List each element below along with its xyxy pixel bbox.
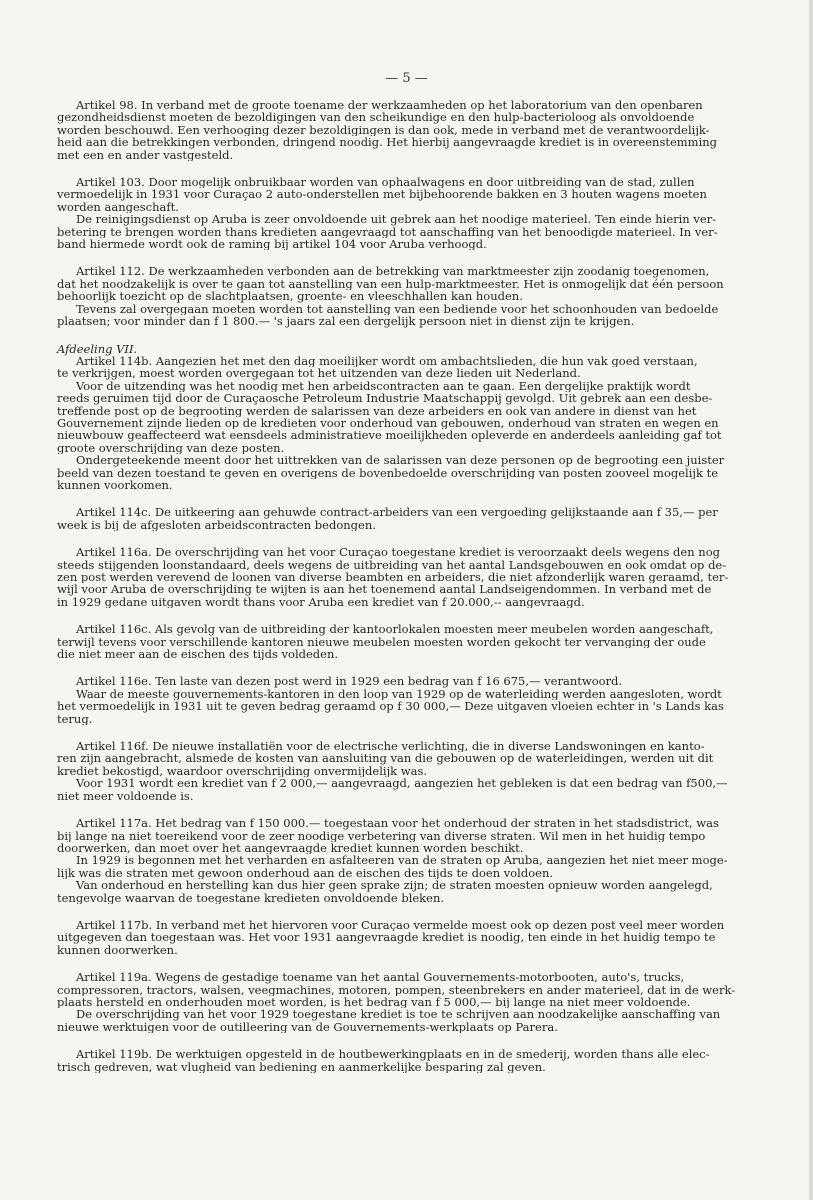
text-line: De overschrijding van het voor 1929 toegestane krediet is toe te schrijven aan noodzakelijke aanschaffing van [76,1008,721,1021]
text-line: Artikel 114c. De uitkeering aan gehuwde contract-arbeiders van een vergoeding gelijkstaande aan f 35,— per [76,506,718,519]
text-line: band hiermede wordt ook de raming bij artikel 104 voor Aruba verhoogd. [57,238,487,251]
text-line: Artikel 116f. De nieuwe installatiën voor de electrische verlichting, die in diverse Landswoningen en kanto- [76,740,705,753]
text-line: week is bij de afgesloten arbeidscontracten bedongen. [57,518,376,532]
paragraph [57,817,737,854]
text-line: Artikel 116a. De overschrijding van het voor Curaçao toegestane krediet is veroorzaakt deels wegens den nog [76,546,720,559]
text-line: Artikel 116e. Ten laste van dezen post werd in 1929 een bedrag van f 16 675,— verantwoord. [76,675,623,688]
text-line: Voor de uitzending was het noodig met hen arbeidscontracten aan te gaan. Een dergelijke praktijk wordt [76,379,691,393]
text-line: wijl voor Aruba de overschrijding te wijten is aan het toenemend aantal Landseigendommen. In verband met de [57,583,712,596]
text-line: Artikel 112. De werkzaamheden verbonden aan de betrekking van marktmeester zijn zoodanig toegenomen, [76,265,710,278]
paragraph [57,265,737,302]
text-line: zen post werden verevend de loonen van diverse beambten en arbeiders, die niet afzonderlijk waren geraamd, ter- [57,571,729,584]
paragraph-gap [57,1033,737,1048]
text-line: steeds stijgenden loonstandaard, deels wegens de uitbreiding van het aantal Landsgebouwen en ook omdat op de- [57,558,727,571]
paragraph-gap [57,802,737,817]
text-line: Waar de meeste gouvernements-kantoren in den loop van 1929 op de waterleiding werden aangesloten, wordt [76,687,722,701]
text-line: plaatsen; voor minder dan f 1 800.— 's jaars zal een dergelijk persoon niet in dienst zijn te krijgen. [57,315,635,328]
text-line: gezondheidsdienst moeten de bezoldigingen van den scheikundige en den hulp-bacterioloog als onvoldoende [57,111,695,124]
text-line: Artikel 117a. Het bedrag van f 150 000.— toegestaan voor het onderhoud der straten in het stadsdistrict, was [76,817,719,830]
paragraph [57,879,737,904]
text-line: kunnen voorkomen. [57,478,173,492]
paragraph [57,919,737,956]
text-line: Artikel 114b. Aangezien het met den dag moeilijker wordt om ambachtslieden, die hun vak goed verstaan, [76,354,698,368]
paragraph-gap [57,328,737,343]
text-line: Artikel 116c. Als gevolg van de uitbreiding der kantoorlokalen moesten meer meubelen worden aangeschaft, [76,623,714,636]
text-line: reeds geruimen tijd door de Curaçaosche Petroleum Industrie Maatschappij gevolgd. Uit gebrek aan een desbe- [57,392,713,405]
text-line: terug. [57,712,93,726]
text-line: Tevens zal overgegaan moeten worden tot aanstelling van een bediende voor het schoonhouden van bedoelde [76,302,719,316]
text-line: De reinigingsdienst op Aruba is zeer onvoldoende uit gebrek aan het noodige materieel. Ten einde hierin ver- [76,213,717,226]
paragraph-gap [57,725,737,740]
text-line: nieuwe werktuigen voor de outilleering van de Gouvernements-werkplaats op Parera. [57,1020,558,1034]
paragraph-gap [57,531,737,546]
paragraph [57,176,737,213]
text-line: Artikel 117b. In verband met het hiervoren voor Curaçao vermelde moest ook op dezen post veel meer worden [76,918,725,932]
paragraph-gap [57,491,737,506]
text-line: ren zijn aangebracht, alsmede de kosten van aansluiting van die gebouwen op de waterleidingen, werden uit dit [57,752,714,765]
text-line: Artikel 103. Door mogelijk onbruikbaar worden van ophaalwagens en door uitbreiding van de stad, zullen [76,176,695,189]
paragraph [57,1008,737,1033]
page-number: — 5 — [385,71,428,86]
text-line: Artikel 119a. Wegens de gestadige toename van het aantal Gouvernements-motorbooten, auto's, trucks, [76,971,685,984]
paragraph [57,971,737,1008]
text-line: treffende post op de begrooting werden de salarissen van deze arbeiders en ook van andere in dienst van het [57,404,697,417]
text-line: worden beschouwd. Een verhooging dezer bezoldigingen is dan ook, mede in verband met de verantwoordelijk- [57,123,710,137]
text-line: plaats hersteld en onderhouden moet worden, is het bedrag van f 5 000,— bij lange na niet meer voldoende. [57,995,691,1009]
paragraph [57,688,737,725]
paragraph [57,1048,737,1073]
text-line: groote overschrijding van deze posten. [57,441,285,455]
text-line: behoorlijk toezicht op de slachtplaatsen, groente- en vleeschhallen kan houden. [57,290,523,303]
text-line: in 1929 gedane uitgaven wordt thans voor Aruba een krediet van f 20.000,-- aangevraagd. [57,595,585,609]
paragraph [57,740,737,777]
text-line: betering te brengen worden thans kredieten aangevraagd tot aanschaffing van het benoodigde materieel. In ver- [57,225,718,239]
text-line: uitgegeven dan toegestaan was. Het voor 1931 aangevraagde krediet is noodig, ten einde in het huidig tempo te [57,931,716,944]
text-line: Ondergeteekende meent door het uittrekken van de salarissen van deze personen op de begrooting een juister [76,454,725,467]
text-line: Van onderhoud en herstelling kan dus hier geen sprake zijn; de straten moesten opnieuw worden aangelegd, [76,879,713,892]
text-line: die niet meer aan de eischen des tijds voldeden. [57,648,339,661]
paragraph [57,777,737,802]
paragraph [57,454,737,491]
text-line: met een en ander vastgesteld. [57,148,234,162]
paragraph [57,854,737,879]
paragraph [57,675,737,687]
text-line: vermoedelijk in 1931 voor Curaçao 2 auto-onderstellen met bijbehoorende bakken en 3 houten wagens moeten [57,188,707,201]
paragraph [57,623,737,660]
text-line: niet meer voldoende is. [57,789,194,803]
text-line: dat het noodzakelijk is over te gaan tot aanstelling van een hulp-marktmeester. Het is onmogelijk dat één persoon [57,277,724,291]
paragraph [57,546,737,608]
paragraph-gap [57,161,737,176]
section-heading: Afdeeling VII. [57,341,138,356]
paragraph [57,99,737,161]
text-line: kunnen doorwerken. [57,943,178,957]
text-line: beeld van dezen toestand te geven en overigens de bovenbedoelde overschrijding van posten zooveel mogelijk te [57,466,719,479]
text-line: terwijl tevens voor verschillende kantoren nieuwe meubelen moesten worden gekocht ter vervanging der oude [57,635,706,649]
text-line: het vermoedelijk in 1931 uit te geven bedrag geraamd op f 30 000,— Deze uitgaven vloeien echter in 's Lands kas [57,700,724,713]
paragraph [57,506,737,531]
paragraph [57,355,737,380]
text-line: trisch gedreven, wat vlugheid van bediening en aanmerkelijke besparing zal geven. [57,1060,546,1073]
text-line: krediet bekostigd, waardoor overschrijding onvermijdelijk was. [57,764,428,778]
paragraph-gap [57,956,737,971]
text-line: nieuwbouw geaffecteerd wat eensdeels administratieve moeilijkheden opleverde en anderdeels aanleiding gaf tot [57,429,722,442]
paragraph-gap [57,608,737,623]
paragraph-gap [57,660,737,675]
text-line: tengevolge waarvan de toegestane kredieten onvoldoende bleken. [57,891,445,904]
text-line: Gouvernement zijnde lieden op de kredieten voor onderhoud van gebouwen, onderhoud van straten en wegen en [57,416,719,430]
text-line: bij lange na niet toereikend voor de zeer noodige verbetering van diverse straten. Wil men in het huidig tempo [57,829,706,842]
paragraph-gap [57,250,737,265]
paragraph-gap [57,904,737,919]
text-line: In 1929 is begonnen met het verharden en asfalteeren van de straten op Aruba, aangezien het niet meer moge- [76,854,728,867]
text-line: compressoren, tractors, walsen, veegmachines, motoren, pompen, steenbrekers en ander materieel, dat in de werk- [57,983,736,996]
text-line: Artikel 98. In verband met de groote toename der werkzaamheden op het laboratorium van den openbaren [76,99,703,112]
text-line: lijk was die straten met gewoon onderhoud aan de eischen des tijds te doen voldoen. [57,866,554,880]
paragraph [57,213,737,250]
paragraph [57,303,737,328]
document-body [57,99,737,1073]
text-line: worden aangeschaft. [57,200,179,214]
text-line: heid aan die betrekkingen verbonden, dringend noodig. Het hierbij aangevraagde krediet is in overeenstemming [57,136,718,149]
text-line: Artikel 119b. De werktuigen opgesteld in de houtbewerkingplaats en in de smederij, worden thans alle elec- [76,1048,710,1061]
paragraph [57,380,737,454]
text-line: Voor 1931 wordt een krediet van f 2 000,— aangevraagd, aangezien het gebleken is dat een bedrag van f500,— [76,777,728,790]
text-line: te verkrijgen, moest worden overgegaan tot het uitzenden van deze lieden uit Nederland. [57,367,581,380]
text-line: doorwerken, dan moet over het aangevraagde krediet kunnen worden beschikt. [57,841,524,855]
